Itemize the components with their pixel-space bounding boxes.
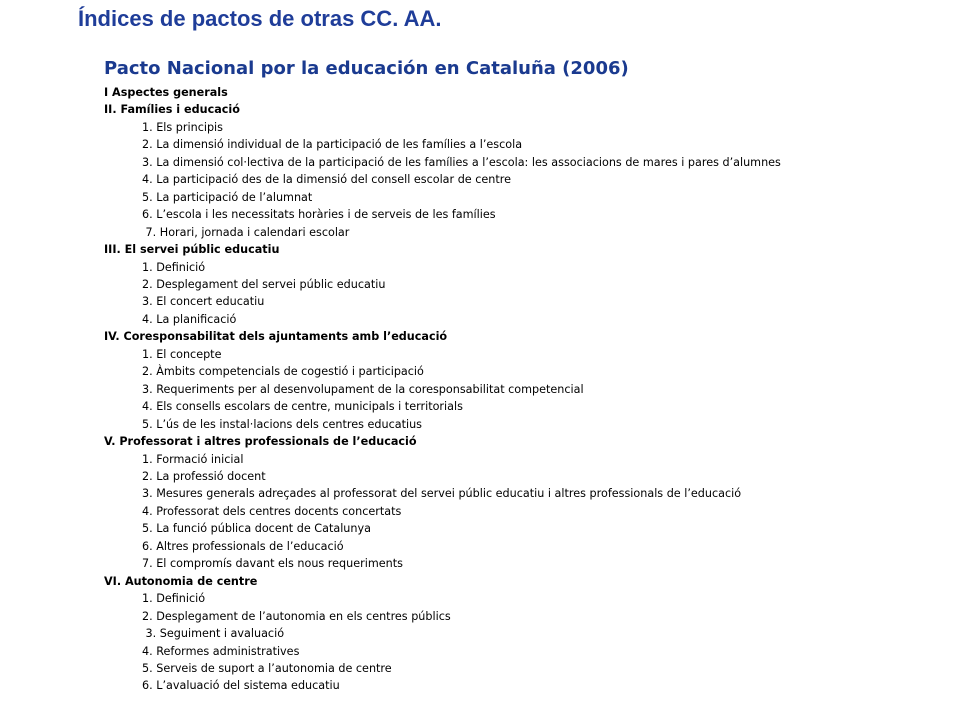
outline-item: 1. Formació inicial <box>142 452 244 466</box>
document-title: Pacto Nacional por la educación en Cataluña (2006) <box>104 58 629 79</box>
outline-item: 1. Definició <box>142 592 206 606</box>
outline-item: 4. La participació des de la dimensió del consell escolar de centre <box>142 173 511 187</box>
slide-title: Índices de pactos de otras CC. AA. <box>78 6 442 31</box>
section-heading: IV. Coresponsabilitat dels ajuntaments amb l’educació <box>104 330 448 344</box>
outline-item: 3. La dimensió col·lectiva de la participació de les famílies a l’escola: les associacions de mares i pares d’alumnes <box>142 155 781 169</box>
outline-item: 2. La professió docent <box>142 469 266 483</box>
outline-item: 4. La planificació <box>142 312 237 326</box>
outline-item: 1. Definició <box>142 260 206 274</box>
outline-item: 4. Professorat dels centres docents concertats <box>142 504 402 518</box>
outline-item: 1. Els principis <box>142 120 223 134</box>
section-heading: III. El servei públic educatiu <box>104 243 280 257</box>
outline-item: 5. La funció pública docent de Catalunya <box>142 522 371 536</box>
document-outline <box>104 84 944 695</box>
section-heading: VI. Autonomia de centre <box>104 574 258 588</box>
outline-item: 3. Mesures generals adreçades al professorat del servei públic educatiu i altres professionals de l’educació <box>142 487 742 501</box>
outline-item: 1. El concepte <box>142 347 222 361</box>
outline-item: 3. El concert educatiu <box>142 295 265 309</box>
outline-item: 6. L’avaluació del sistema educatiu <box>142 679 340 693</box>
outline-item: 4. Reformes administratives <box>142 644 300 658</box>
outline-item: 2. Desplegament de l’autonomia en els centres públics <box>142 609 451 623</box>
section-heading: II. Famílies i educació <box>104 103 240 117</box>
outline-item: 7. Horari, jornada i calendari escolar <box>142 225 350 239</box>
outline-item: 4. Els consells escolars de centre, municipals i territorials <box>142 400 463 414</box>
outline-item: 6. Altres professionals de l’educació <box>142 539 344 553</box>
outline-item: 2. Desplegament del servei públic educatiu <box>142 277 386 291</box>
outline-item: 5. L’ús de les instal·lacions dels centres educatius <box>142 417 422 431</box>
outline-item: 7. El compromís davant els nous requeriments <box>142 557 403 571</box>
outline-item: 5. La participació de l’alumnat <box>142 190 313 204</box>
outline-item: 5. Serveis de suport a l’autonomia de centre <box>142 661 392 675</box>
outline-item: 3. Requeriments per al desenvolupament de la coresponsabilitat competencial <box>142 382 584 396</box>
section-heading: I Aspectes generals <box>104 86 228 99</box>
outline-item: 2. Àmbits competencials de cogestió i participació <box>142 365 424 379</box>
outline-item: 3. Seguiment i avaluació <box>142 627 285 641</box>
outline-item: 6. L’escola i les necessitats horàries i de serveis de les famílies <box>142 208 496 222</box>
section-heading: V. Professorat i altres professionals de l’educació <box>104 435 417 449</box>
outline-item: 2. La dimensió individual de la participació de les famílies a l’escola <box>142 138 523 152</box>
